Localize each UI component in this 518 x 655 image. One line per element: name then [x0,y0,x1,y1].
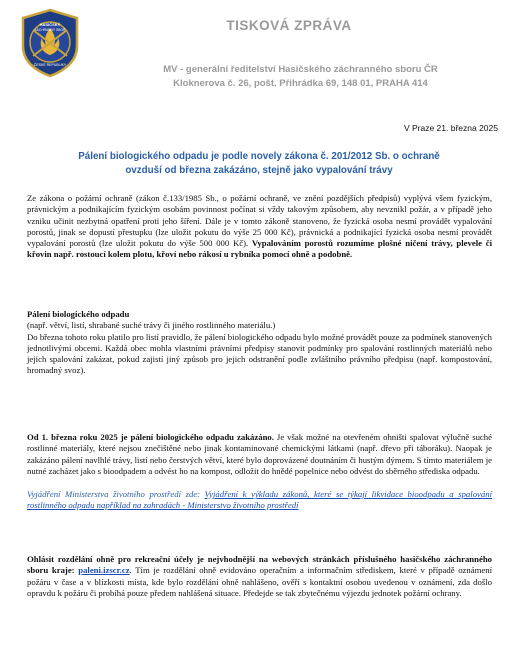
headline [30,150,488,178]
ministry-link[interactable]: Vyjádření k výkladu zákonů, které se týkají likvidace bioodpadu a spalování rostlinného odpadu například na zahradách - Ministerstvo životního prostředí [27,489,492,511]
ban-statement: Od 1. března roku 2025 je pálení biologického odpadu zakázáno. [27,432,274,442]
headline-line-1: Pálení biologického odpadu je podle novely zákona č. 201/2012 Sb. o ochraně [78,151,440,162]
section-example: (např. větví, listí, shrabané suché trávy či jiného rostlinného materiálu.) [27,320,276,331]
report-url-link[interactable]: paleni.izscr.cz [78,565,130,576]
ministry-prefix: Vyjádření Ministerstva životního prostředí zde: [27,489,205,499]
report-text: . Tím je rozdělání ohně evidováno operačním a informačním střediskem, které v případě oznámení požáru v čase a v blízkosti místa, kde bylo rozdělání ohně nahlášeno, ověří s kontaktní osobou uvedenou v oznámení, zda došlo opravdu k požáru či probíhá pouze předem nahlášená situace. Předejde se tak zbytečnému výjezdu jednotek požární ochrany. [27,565,492,598]
organization-address: Kloknerova č. 26, pošt. Přihrádka 69, 148 01, PRAHA 414 [173,78,428,89]
section-heading: Pálení biologického odpadu [27,309,130,319]
ministry-statement [27,489,492,512]
biowaste-section [27,309,492,377]
organization-name: MV - generální ředitelství Hasičského záchranného sboru ČR [163,64,438,75]
release-date: V Praze 21. března 2025 [403,123,498,133]
ban-text: Je však možné na otevřeném ohništi spalovat výlučně suché rostlinné materiály, které nejsou znečištěné nebo jinak kontaminované chemickými látkami (např. dřevo při táboráku). Naopak je zakázáno pálení navlhlé trávy, listí nebo čerstvých větví, které bylo doprovázené doutnáním či hustým dýmem. S tímto materiálem je nutné zacházet jako s bioodpadem a odvést ho na kompost, odložit do hnědé popelnice nebo odvést do sběrného střediska odpadu. [27,432,492,476]
headline-line-2: ovzduší od března zakázáno, stejně jako vypalování trávy [125,165,393,176]
svg-text:HASIČSKÝ: HASIČSKÝ [39,22,61,27]
report-instruction: Ohlásit rozdělání ohně pro rekreační účely je nejvhodnější na webových stránkách příslušného hasičského záchranného sboru kraje: [27,554,492,576]
ban-paragraph [27,432,492,477]
svg-text:ZÁCHRANNÝ SBOR: ZÁCHRANNÝ SBOR [34,28,66,32]
svg-text:ČESKÉ REPUBLIKY: ČESKÉ REPUBLIKY [33,63,67,67]
press-release-title: TISKOVÁ ZPRÁVA [226,18,352,33]
section-text: Do března tohoto roku platilo pro listí pravidlo, že pálení biologického odpadu bylo možné provádět pouze za podmínek stanovených jednotlivými obcemi. Každá obec mohla vlastními právními předpisy stanovit podmínky pro spalování rostlinných materiálů nebo jejich spalování zakázat, pokud zajistí jiný způsob pro jejich odstranění podle zvláštního právního předpisu (např. kompostování, hromadný svoz). [27,331,492,376]
intro-definition: Vypalováním porostů rozumíme plošné ničení trávy, plevele či křovin např. rostoucí kolem plotu, křoví nebo rákosí u rybníka pomocí ohně a podobně. [27,238,493,260]
report-paragraph [27,554,492,599]
intro-text: Ze zákona o požární ochraně (zákon č.133/1985 Sb., o požární ochraně, ve znění pozdějších předpisů) vyplývá všem fyzickým, právnickým a podnikajícím fyzickým osobám povinnost počínat si vždy takovým způsobem, aby nevznikl požár, a v případě jeho vzniku učinit nezbytná opatření proti jeho šíření. Dále je v tomto zákoně stanoveno, že fyzická osoba nesmí provádět vypalování porostů, jinak se dopustí přestupku (lze uložit pokutu do výše 25 000 Kč), právnická a podnikající fyzická osoba nesmí provádět vypalování porostů (lze uložit pokutu do výše 500 000 Kč). [27,193,492,249]
intro-paragraph [27,193,492,261]
